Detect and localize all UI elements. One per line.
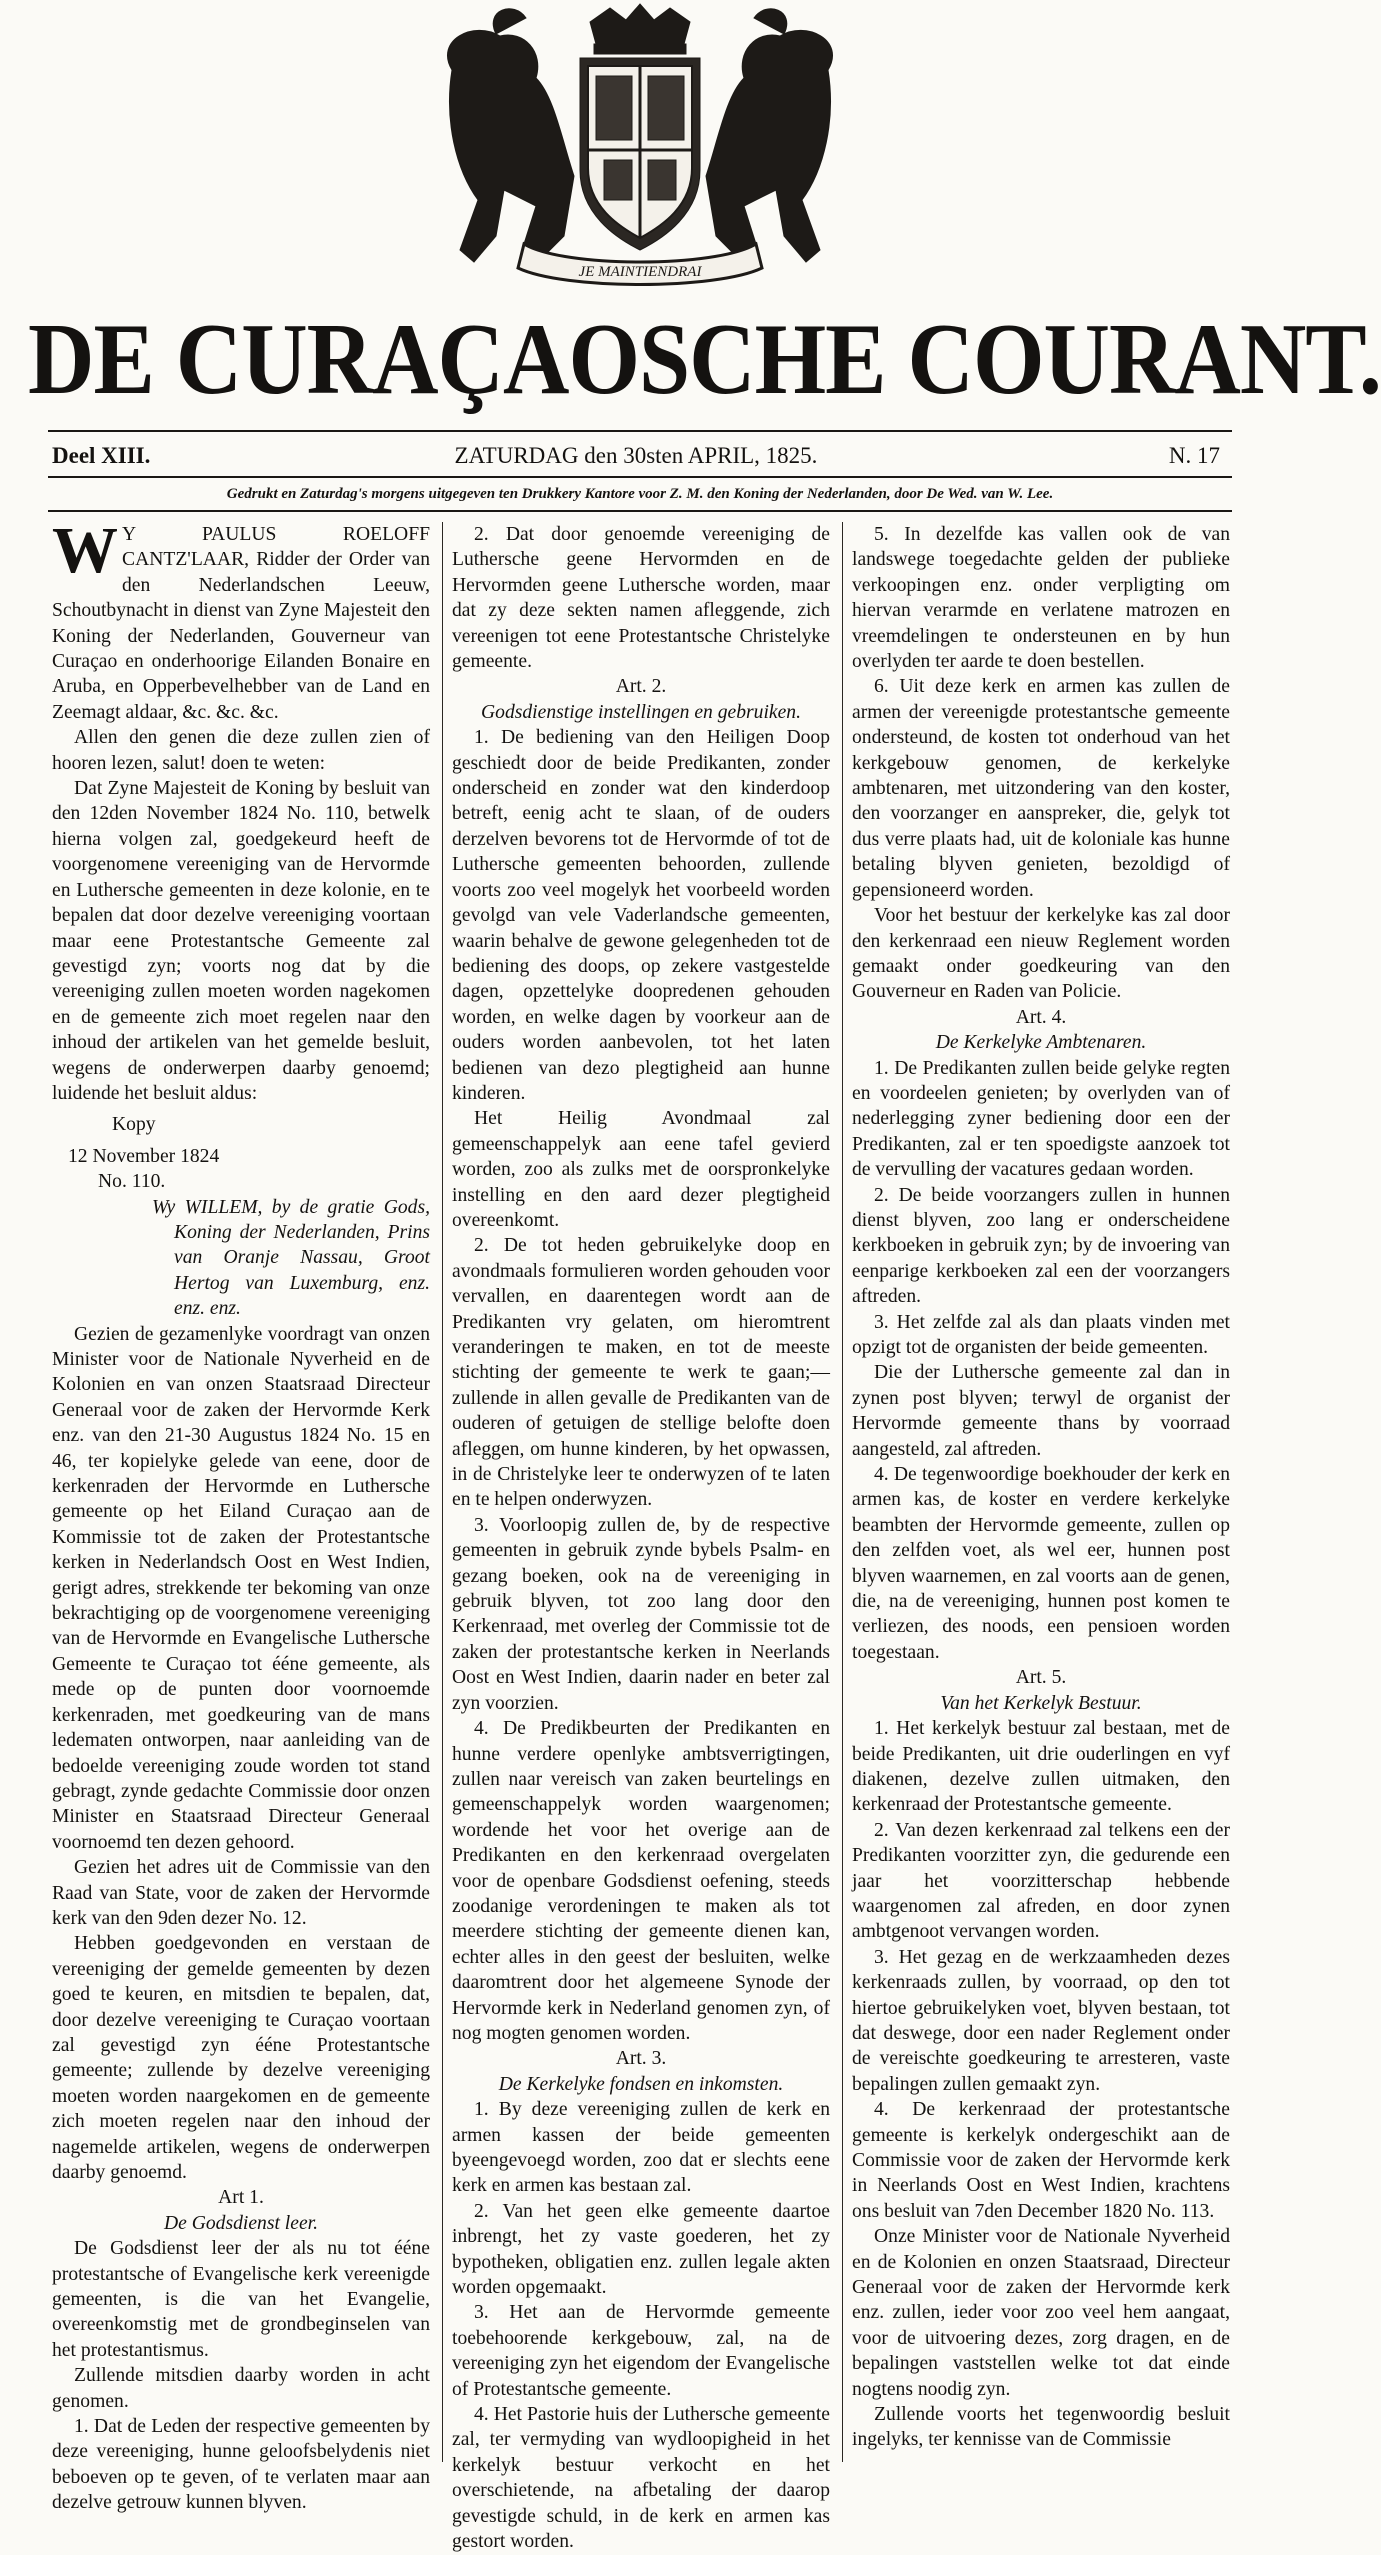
- paragraph: 4. Het Pastorie huis der Luthersche gemeente zal, ter vermyding van wydloopigheid in het kerkelyk bestuur verkocht en het overschietende, na afbetaling der daarop gevestigde schuld, in de kerk en armen kas gestort worden.: [452, 2404, 830, 2553]
- issue-number: N. 17: [1168, 443, 1220, 468]
- paragraph: Onze Minister voor de Nationale Nyverheid en de Kolonien en onzen Staatsraad, Directeur Generaal voor de zaken der Hervormde kerk enz. zullen, ieder voor zoo veel hem aangaat, voor de uitvoering dezes, zorg dragen, en de bepalingen vaststellen welke tot dat einde nogtens noodig zyn.: [852, 2226, 1230, 2400]
- paragraph: 1. By deze vereeniging zullen de kerk en armen kassen der beide gemeenten byeengevoegd worden, zoo dat er slechts eene kerk en armen kas bestaan zal.: [452, 2099, 830, 2197]
- paragraph: Zullende voorts het tegenwoordig besluit ingelyks, ter kennisse van de Commissie: [852, 2404, 1230, 2451]
- column-2: [452, 522, 830, 2553]
- article-title: Godsdienstige instellingen en gebruiken.: [481, 701, 801, 723]
- paragraph: 3. Het aan de Hervormde gemeente toebehoorende kerkgebouw, zal, na de vereeniging zyn het eigendom der Evangelische of Protestantsche gemeente.: [452, 2302, 830, 2400]
- article-title: De Kerkelyke Ambtenaren.: [935, 1032, 1147, 1054]
- paragraph: Gezien de gezamenlyke voordragt van onzen Minister voor de Nationale Nyverheid en de Kolonien en van onzen Staatsraad Directeur Generaal voor de zaken der Hervormde Kerk enz. van den 21-30 Augustus 1824 No. 15 en 46, ter kopielyke gelede van eene, door de kerkenraden der Hervormde en Luthersche gemeente op het Eiland Curaçao aan de Kommissie tot de zaken der Protestantsche kerken in Nederlandsch Oost en West Indien, gerigt adres, strekkende ter bekoming van onze bekrachtiging op de voorgenomene vereeniging van de Hervormde en Evangelische Luthersche Gemeente te Curaçao tot ééne gemeente, als mede op de punten door voornoemde kerkenraden, met goedkeuring van de mans ledematen ontworpen, naar aanleiding van de bedoelde vereeniging zoude worden tot stand gebragt, zynde gedachte Commissie door onzen Minister en Staatsraad Directeur Generaal voornoemd ten dezen gehoord.: [52, 1323, 430, 1853]
- article-heading: Art. 2.: [615, 676, 667, 698]
- paragraph: De Godsdienst leer der als nu tot ééne protestantsche of Evangelische kerk vereenigde gemeenten, is die van het Evangelie, overeenkomstig met de grondbeginselen van het protestantismus.: [52, 2238, 430, 2361]
- paragraph: Hebben goedgevonden en verstaan de vereeniging der gemelde gemeenten by dezen goed te keuren, en mitsdien te bepalen, dat, door dezelve vereeniging te Curaçao voortaan zal gevestigd zyn ééne Protestantsche gemeente; zullende by dezelve vereeniging moeten worden naargekomen en de gemeente zich moeten regelen naar den inhoud der nagemelde artikelen, wegens de onderwerpen daarby genoemd.: [52, 1933, 430, 2183]
- volume-label: Deel XIII.: [52, 443, 151, 468]
- column-3: [852, 522, 1230, 2462]
- article-heading: Art 1.: [218, 2187, 264, 2209]
- paragraph: 6. Uit deze kerk en armen kas zullen de armen der vereenigde protestantsche gemeente ondersteund, de kosten tot onderhoud van het kerkgebouw genomen, de kerkelyke ambtenaren, met uitzondering van den koster, den voorzanger en aanspreker, die, gelyk tot dus verre plaats had, uit de koloniale kas hunne betaling blyven genieten, bezoldigd of gepensioneerd worden.: [852, 676, 1230, 901]
- copy-label: Kopy: [112, 1114, 156, 1136]
- paragraph: 2. Van het geen elke gemeente daartoe inbrengt, het zy vaste goederen, het zy bypotheken, obligatien enz. zullen legale akten worden opgemaakt.: [452, 2200, 830, 2299]
- copy-number: No. 110.: [98, 1171, 166, 1193]
- dateline: [52, 440, 1220, 472]
- article-title: De Godsdienst leer.: [163, 2212, 318, 2234]
- divider: [48, 510, 1232, 512]
- paragraph: 1. Dat de Leden der respective gemeenten by deze vereeniging, hunne geloofsbelydenis niet beboeven op te geven, of te verlaten maar aan dezelve getrouw kunnen blyven.: [52, 2416, 430, 2514]
- proclamation-opening: W Y PAULUS ROELOFF CANTZ'LAAR, Ridder der Order van den Nederlandschen Leeuw, Schoutbynacht in dienst van Zyne Majesteit den Koning der Nederlanden, Gouverneur van Curaçao en onderhoorige Eilanden Bonaire en Aruba, en Opperbevelhebber van de Land en Zeemagt aldaar, &c. &c. &c.: [52, 514, 430, 723]
- paragraph: 2. De tot heden gebruikelyke doop en avondmaals formulieren worden gehouden voor vervallen, en daarentegen wordt aan de Predikanten vry gelaten, om hieromtrent veranderingen te maken, en tot de meeste stichting der gemeente te werk te gaan;—zullende in allen gevalle de Predikanten van de ouderen of getuigen de stellige belofte doen afleggen, om hunne kinderen, by het opwassen, in de Christelyke leer te onderwyzen of te laten en te helpen onderwyzen.: [452, 1235, 830, 1511]
- newspaper-title: DE CURAÇAOSCHE COURANT.: [28, 302, 1381, 415]
- paragraph: Zullende mitsdien daarby worden in acht genomen.: [52, 2365, 430, 2412]
- column-1: [52, 514, 430, 2514]
- paragraph: 1. De bediening van den Heiligen Doop geschiedt door de beide Predikanten, zonder onderscheid en zonder wat den kinderdoop betreft, eenig acht te slaan, of de ouders derzelven bevorens tot de Hervormde of tot de Luthersche gemeenten behoorden, zullende voorts zoo veel mogelyk het voorbeeld worden gevolgd van vele Vaderlandsche gemeenten, waarin behalve de gewone gelegenheden tot de bediening des doops, op zekere vastgestelde dagen, opzettelyke doopredenen gehouden worden, en welke dagen by voorkeur aan de ouders worden aanbevolen, tot het laten bedienen van dezo plegtigheid aan hunne kinderen.: [452, 727, 830, 1104]
- royal-title: Wy WILLEM, by de gratie Gods, Koning der Nederlanden, Prins van Oranje Nassau, Groot Hertog van Luxemburg, enz. enz. enz.: [152, 1196, 430, 1320]
- paragraph: Dat Zyne Majesteit de Koning by besluit van den 12den November 1824 No. 110, betwelk hierna volgen zal, goedgekeurd heeft de voorgenomene vereeniging van de Hervormde en Luthersche gemeenten in deze kolonie, en te bepalen dat door dezelve vereeniging voortaan maar eene Protestantsche Gemeente zal gevestigd zyn; voorts nog dat by die vereeniging zullen moeten worden nagekomen en de gemeente zich moet regelen naar den inhoud der artikelen van het gemelde besluit, wegens de onderwerpen daarby genoemd; luidende het besluit aldus:: [52, 778, 430, 1104]
- copy-date: 12 November 1824: [68, 1145, 220, 1167]
- divider: [48, 430, 1232, 432]
- column-divider: [442, 522, 443, 2462]
- article-heading: Art. 5.: [1015, 1667, 1067, 1689]
- crest-motto: JE MAINTIENDRAI: [578, 264, 702, 280]
- issue-date: ZATURDAG den 30sten APRIL, 1825.: [454, 443, 818, 468]
- column-divider: [842, 522, 843, 2462]
- paragraph: 4. De kerkenraad der protestantsche gemeente is kerkelyk ondergeschikt aan de Commissie voor de zaken der Hervormde kerk in Neerlands Oost en West Indien, krachtens ons besluit van 7den December 1820 No. 113.: [852, 2099, 1230, 2222]
- paragraph: 3. Het zelfde zal als dan plaats vinden met opzigt tot de organisten der beide gemeenten.: [852, 1311, 1230, 1358]
- paragraph: 1. De Predikanten zullen beide gelyke regten en voordeelen genieten; by overlyden van of nederlegging zyner bediening door een der Predikanten, zal er ten spoedigste aanzoek tot de vervulling der vacatures gedaan worden.: [852, 1057, 1230, 1181]
- paragraph: Die der Luthersche gemeente zal dan in zynen post blyven; terwyl de organist der Hervormde gemeente thans by voorraad aangesteld, zal aftreden.: [852, 1362, 1230, 1460]
- paragraph: 4. De Predikbeurten der Predikanten en hunne verdere openlyke ambtsverrigtingen, zullen naar vereisch van zaken beurtelings en gemeenschappelyk worden waargenomen; wordende het voor het overige aan de Predikanten en den kerkenraad overgelaten voor de openbare Godsdienst oefening, steeds zoodanige verordeningen te maken als tot meerdere stichting der gemeente dienen kan, echter alles in den geest der besluiten, welke daaromtrent door het algemeene Synode der Hervormde kerk in Nederland genomen zyn, of nog mogten genomen worden.: [452, 1718, 830, 2044]
- imprint-line: Gedrukt en Zaturdag's morgens uitgegeven ten Drukkery Kantore voor Z. M. den Koning der Nederlanden, door De Wed. van W. Lee.: [226, 486, 1054, 502]
- paragraph: Allen den genen die deze zullen zien of hooren lezen, salut! doen te weten:: [52, 727, 430, 774]
- coat-of-arms-icon: [404, 0, 876, 300]
- paragraph: 2. Dat door genoemde vereeniging de Luthersche geene Hervormden en de Hervormden geene Luthersche worden, maar dat zy deze sekten namen afleggende, zich vereenigen tot eene Protestantsche Christelyke gemeente.: [452, 524, 830, 673]
- paragraph: Het Heilig Avondmaal zal gemeenschappelyk aan eene tafel gevierd worden, zoo als zulks met de oorspronkelyke instelling en den aard dezer plegtigheid overeenkomt.: [452, 1108, 830, 1231]
- drop-cap: W: [52, 514, 118, 587]
- paragraph: 1. Het kerkelyk bestuur zal bestaan, met de beide Predikanten, uit drie ouderlingen en vyf diakenen, dezelve zullen uitmaken, den kerkenraad der Protestantsche gemeente.: [852, 1718, 1230, 1816]
- article-title: De Kerkelyke fondsen en inkomsten.: [498, 2073, 784, 2095]
- paragraph: Voor het bestuur der kerkelyke kas zal door den kerkenraad een nieuw Reglement worden gemaakt onder goedkeuring van den Gouverneur en Raden van Policie.: [852, 905, 1230, 1003]
- paragraph: 3. Het gezag en de werkzaamheden dezes kerkenraads zullen, by voorraad, op den tot hiertoe gebruikelyken voet, blyven bestaan, tot dat deswege, door een nader Reglement onder de vereischte goedkeuring te arresteren, vaste bepalingen zullen gemaakt zyn.: [852, 1946, 1230, 2095]
- article-heading: Art. 3.: [615, 2048, 667, 2070]
- paragraph: 3. Voorloopig zullen de, by de respective gemeenten in gebruik zynde bybels Psalm- en gezang boeken, ook na de vereeniging in gebruik blyven, tot zoo lang door den Kerkenraad, met overleg der Commissie tot de zaken der protestantsche kerken in Neerlands Oost en West Indien, daarin nader en beter zal zyn voorzien.: [452, 1514, 830, 1714]
- article-title: Van het Kerkelyk Bestuur.: [940, 1692, 1142, 1714]
- paragraph: 2. Van dezen kerkenraad zal telkens een der Predikanten voorzitter zyn, die gedurende een jaar het voorzitterschap hebbende waargenomen zal afreden, en door zynen ambtgenoot vervangen worden.: [852, 1819, 1230, 1943]
- article-heading: Art. 4.: [1015, 1006, 1067, 1028]
- paragraph: 5. In dezelfde kas vallen ook de van landswege toegedachte gelden der publieke verkoopingen enz. onder verpligting om hiervan verarmde en verlatene matrozen en vreemdelingen te ondersteunen en by hun overlyden ter aarde te doen bestellen.: [852, 524, 1230, 673]
- paragraph: 4. De tegenwoordige boekhouder der kerk en armen kas, de koster en verdere kerkelyke beambten der Hervormde gemeente, zullen op den zelfden voet, als wel eer, hunnen post blyven waarnemen, en zal voorts aan de genen, die, na de vereeniging, hunnen post komen te verliezen, des noods, een pensioen worden toegestaan.: [852, 1464, 1230, 1663]
- paragraph: 2. De beide voorzangers zullen in hunnen dienst blyven, zoo lang er onderscheidene kerkboeken in gebruik zyn; by de invoering van eenparige kerkboeken zal een der voorzangers aftreden.: [852, 1184, 1230, 1308]
- paragraph: Gezien het adres uit de Commissie van den Raad van State, voor de zaken der Hervormde kerk van den 9den dezer No. 12.: [52, 1857, 430, 1929]
- divider: [48, 476, 1232, 478]
